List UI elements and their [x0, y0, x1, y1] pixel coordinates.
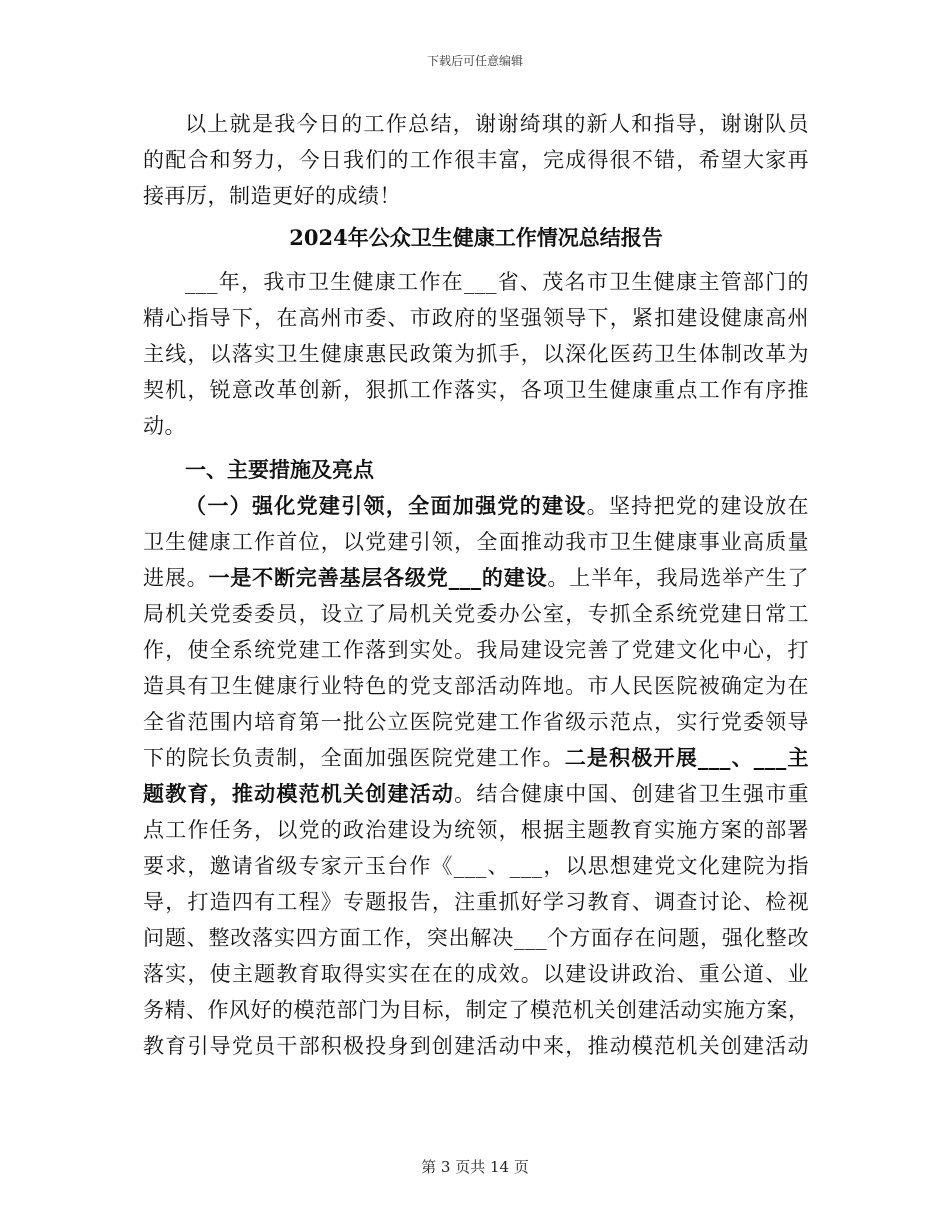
s1-line-1: [143, 488, 809, 524]
s1-subheading: （一）强化党建引领，全面加强党的建设: [185, 493, 587, 518]
intro-line-2: 的配合和努力，今日我们的工作很丰富，完成得很不错，希望大家再: [143, 148, 809, 172]
s1-line-9: [143, 776, 809, 812]
para1-line-3: 主线，以落实卫生健康惠民政策为抓手，以深化医药卫生体制改革为: [143, 342, 809, 366]
s1-point-2: 二是积极开展___、___主: [564, 745, 810, 770]
para1-line-5: 动。: [143, 414, 186, 438]
document-body: [143, 106, 809, 1064]
s1-line-8-text: 下的院长负责制，全面加强医院党建工作。: [143, 746, 565, 770]
section-heading: 一、主要措施及亮点: [185, 457, 374, 482]
s1-line-3-lead: 进展。: [143, 566, 209, 590]
s1-line-1-text: 。坚持把党的建设放在: [586, 494, 810, 518]
s1-line-7: 全省范围内培育第一批公立医院党建工作省级示范点，实行党委领导: [143, 710, 809, 734]
intro-line-3: 接再厉，制造更好的成绩！: [143, 184, 401, 208]
page-header: 下载后可任意编辑: [426, 54, 523, 68]
s1-line-15: 务精、作风好的模范部门为目标，制定了模范机关创建活动实施方案，: [143, 998, 810, 1022]
s1-line-9-text: 。结合健康中国、创建省卫生强市重: [454, 782, 810, 806]
intro-line-1: 以上就是我今日的工作总结，谢谢绮琪的新人和指导，谢谢队员: [185, 112, 809, 136]
s1-line-11: 要求，邀请省级专家亓玉台作《___、___，以思想建党文化建院为指: [143, 854, 809, 878]
para1-line-4: 契机，锐意改革创新，狠抓工作落实，各项卫生健康重点工作有序推: [143, 378, 809, 402]
para1-line-1: ___年，我市卫生健康工作在___省、茂名市卫生健康主管部门的: [185, 270, 809, 294]
s1-line-2: 卫生健康工作首位，以党建引领，全面推动我市卫生健康事业高质量: [143, 530, 809, 554]
page-footer: 第 3 页共 14 页: [421, 1158, 529, 1176]
s1-line-16: 教育引导党员干部积极投身到创建活动中来，推动模范机关创建活动: [143, 1034, 809, 1058]
s1-line-5: 作，使全系统党建工作落到实处。我局建设完善了党建文化中心，打: [143, 638, 809, 662]
report-title: 2024年公众卫生健康工作情况总结报告: [289, 225, 663, 250]
s1-line-8: [143, 740, 809, 776]
s1-line-4: 局机关党委委员，设立了局机关党委办公室，专抓全系统党建日常工: [143, 602, 809, 626]
s1-line-12: 导，打造四有工程》专题报告，注重抓好学习教育、调查讨论、检视: [143, 890, 809, 914]
s1-point-2-cont: 题教育，推动模范机关创建活动: [143, 781, 455, 806]
s1-line-10: 点工作任务，以党的政治建设为统领，根据主题教育实施方案的部署: [143, 818, 809, 842]
s1-line-13: 问题、整改落实四方面工作，突出解决___个方面存在问题，强化整改: [143, 926, 809, 950]
s1-point-1: 一是不断完善基层各级党___的建设: [208, 565, 548, 590]
s1-line-3-text: 。上半年，我局选举产生了: [547, 566, 810, 590]
para1-line-2: 精心指导下，在高州市委、市政府的坚强领导下，紧扣建设健康高州: [143, 306, 809, 330]
s1-line-6: 造具有卫生健康行业特色的党支部活动阵地。市人民医院被确定为在: [143, 674, 809, 698]
s1-line-3: [143, 560, 809, 596]
s1-line-14: 落实，使主题教育取得实实在在的成效。以建设讲政治、重公道、业: [143, 962, 809, 986]
